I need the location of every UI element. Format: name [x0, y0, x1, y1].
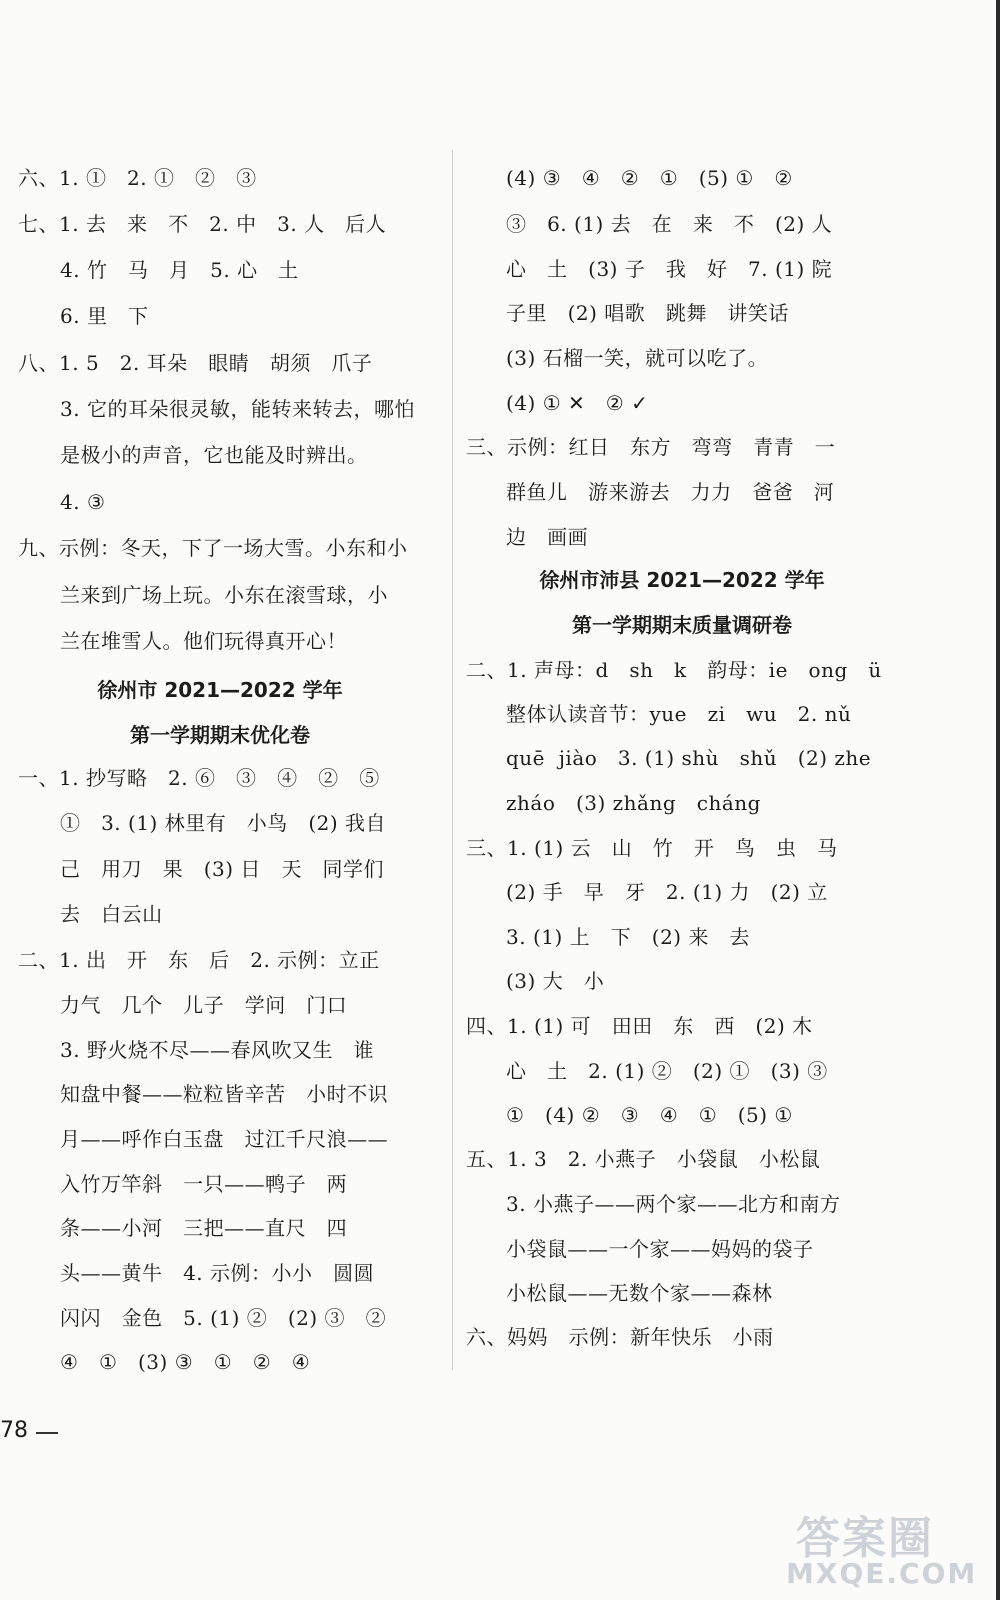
page-number: 78 — [0, 1418, 28, 1443]
answer-line: 知盘中餐——粒粒皆辛苦 小时不识 — [60, 1082, 389, 1106]
answer-line: 入竹万竿斜 一只——鸭子 两 — [60, 1172, 348, 1196]
answer-line: 6. 里 下 — [60, 304, 149, 328]
watermark-logo — [786, 1502, 976, 1592]
watermark-site-text: MXQE.COM — [786, 1557, 978, 1590]
answer-line: 月——呼作白玉盘 过江千尺浪—— — [60, 1127, 389, 1151]
answer-line: quē jiào 3. (1) shù shǔ (2) zhe — [506, 746, 872, 770]
answer-line: zháo (3) zhǎng cháng — [506, 791, 761, 815]
answer-line: 九、示例：冬天，下了一场大雪。小东和小 — [18, 536, 408, 560]
answer-line: 兰来到广场上玩。小东在滚雪球，小 — [60, 583, 388, 607]
answer-line: 力气 几个 儿子 学问 门口 — [60, 993, 348, 1017]
answer-line: 己 用刀 果 (3) 日 天 同学们 — [60, 857, 385, 881]
answer-line: 四、1. (1) 可 田田 东 西 (2) 木 — [466, 1014, 813, 1038]
answer-line: ① (4) ② ③ ④ ① (5) ① — [506, 1103, 793, 1127]
answer-line: (4) ③ ④ ② ① (5) ① ② — [506, 166, 793, 190]
section-heading: 徐州市 2021—2022 学年 — [97, 678, 343, 702]
answer-line: (3) 大 小 — [506, 969, 605, 993]
answer-line: 条——小河 三把——直尺 四 — [60, 1216, 348, 1240]
answer-line: 3. 小燕子——两个家——北方和南方 — [506, 1192, 841, 1216]
answer-line: 边 画画 — [506, 525, 589, 549]
answer-line: 七、1. 去 来 不 2. 中 3. 人 后人 — [18, 212, 387, 236]
answer-line: 子里 (2) 唱歌 跳舞 讲笑话 — [506, 301, 789, 325]
section-heading: 徐州市沛县 2021—2022 学年 — [539, 568, 825, 592]
answer-line: 是极小的声音，它也能及时辨出。 — [60, 443, 368, 467]
answer-line: 心 土 2. (1) ② (2) ① (3) ③ — [506, 1059, 828, 1083]
answer-line: 五、1. 3 2. 小燕子 小袋鼠 小松鼠 — [466, 1147, 821, 1171]
answer-line: 去 白云山 — [60, 902, 163, 926]
watermark-logo-text: 答案圈 — [796, 1513, 934, 1564]
answer-line: 小松鼠——无数个家——森林 — [506, 1281, 773, 1305]
answer-line: 3. (1) 上 下 (2) 来 去 — [506, 925, 751, 949]
answer-line: (4) ① ✕ ② ✓ — [506, 391, 649, 415]
answer-line: ③ 6. (1) 去 在 来 不 (2) 人 — [506, 212, 833, 236]
column-divider — [452, 150, 453, 1370]
answer-line: 六、妈妈 示例：新年快乐 小雨 — [466, 1325, 774, 1349]
answer-line: 二、1. 声母：d sh k 韵母：ie ong ü — [466, 658, 882, 682]
answer-line: (3) 石榴一笑，就可以吃了。 — [506, 346, 769, 370]
answer-line: 三、1. (1) 云 山 竹 开 鸟 虫 马 — [466, 836, 838, 860]
answer-line: 群鱼儿 游来游去 力力 爸爸 河 — [506, 480, 835, 504]
answer-line: (2) 手 早 牙 2. (1) 力 (2) 立 — [506, 880, 828, 904]
answer-line: 3. 野火烧不尽——春风吹又生 谁 — [60, 1038, 375, 1062]
answer-line: 4. 竹 马 月 5. 心 土 — [60, 258, 299, 282]
answer-line: 闪闪 金色 5. (1) ② (2) ③ ② — [60, 1306, 387, 1330]
answer-line: 头——黄牛 4. 示例：小小 圆圆 — [60, 1261, 375, 1285]
page-number-dash — [36, 1432, 58, 1434]
answer-line: ① 3. (1) 林里有 小鸟 (2) 我自 — [60, 811, 387, 835]
answer-line: 4. ③ — [60, 490, 106, 514]
answer-line: 整体认读音节：yue zi wu 2. nǔ — [506, 702, 852, 726]
answer-line: 六、1. ① 2. ① ② ③ — [18, 166, 257, 190]
answer-line: 兰在堆雪人。他们玩得真开心！ — [60, 629, 347, 653]
answer-line: 八、1. 5 2. 耳朵 眼睛 胡须 爪子 — [18, 351, 373, 375]
answer-line: ④ ① (3) ③ ① ② ④ — [60, 1350, 311, 1374]
answer-line: 3. 它的耳朵很灵敏，能转来转去，哪怕 — [60, 397, 415, 421]
answer-line: 心 土 (3) 子 我 好 7. (1) 院 — [506, 257, 833, 281]
answer-line: 一、1. 抄写略 2. ⑥ ③ ④ ② ⑤ — [18, 766, 380, 790]
section-heading: 第一学期期末优化卷 — [130, 723, 310, 747]
section-heading: 第一学期期末质量调研卷 — [572, 613, 792, 637]
answer-line: 小袋鼠——一个家——妈妈的袋子 — [506, 1237, 814, 1261]
answer-line: 二、1. 出 开 东 后 2. 示例：立正 — [18, 948, 380, 972]
answer-line: 三、示例：红日 东方 弯弯 青青 一 — [466, 435, 836, 459]
page-edge — [996, 0, 1000, 1600]
